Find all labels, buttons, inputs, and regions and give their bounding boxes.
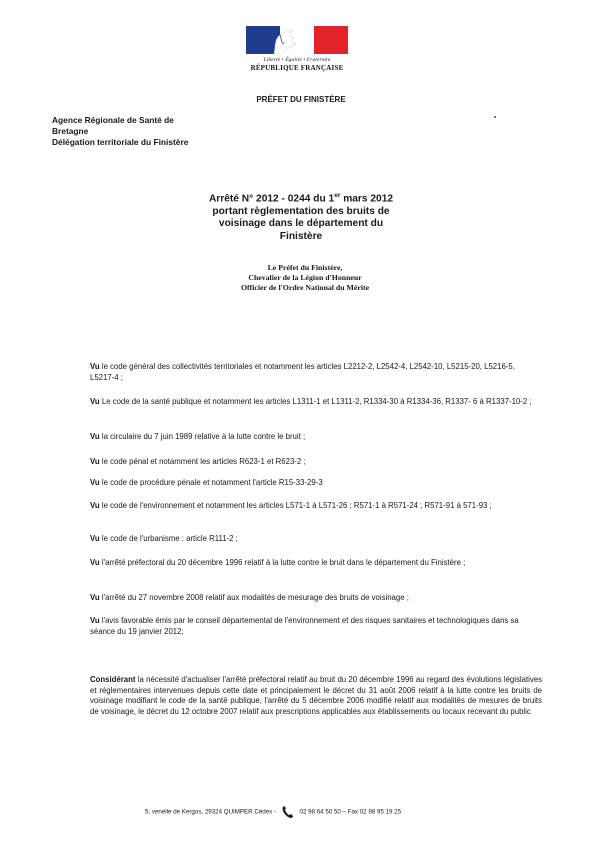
agency-block bbox=[52, 115, 282, 148]
considerant-paragraph bbox=[90, 675, 542, 717]
phone-icon bbox=[281, 804, 295, 820]
vu-item: Vu la circulaire du 7 juin 1989 relative à la lutte contre le bruit ; bbox=[90, 432, 306, 441]
scan-mark bbox=[494, 116, 496, 118]
vu-item: Vu l'avis favorable émis par le conseil départemental de l'environnement et des risques sanitaires et technologiques dans sa séance du 19 janvier 2012; bbox=[90, 616, 519, 636]
marianne-logo bbox=[246, 26, 348, 72]
vu-item: Vu l'arrêté préfectoral du 20 décembre 1996 relatif à la lutte contre le bruit dans le département du Finistère ; bbox=[90, 558, 466, 567]
republic-flag-icon bbox=[246, 26, 348, 54]
motto-text: Liberté • Égalité • Fraternité bbox=[263, 57, 331, 63]
considerant-text: la nécessité d'actualiser l'arrêté préfectoral relatif au bruit du 20 décembre 1996 au regard des évolutions législatives et réglementaires intervenues depuis cette date et principalement le décret du 31 août 2006 relatif à la lutte contre les bruits de voisinage modifiant le code de la santé publique, l'arrêté du 5 décembre 2006 modifié relatif aux modalités de mesures de bruits de voisinage, le décret du 12 octobre 2007 relatif aux prescriptions applicables aux établissements ou locaux recevant du public bbox=[90, 675, 542, 716]
title-prefix: Arrêté N° 2012 - 0244 du 1 bbox=[208, 193, 335, 205]
vu-item: Vu Le code de la santé publique et notamment les articles L1311-1 et L1311-2, R1334-30 à R1334-36, R1337- 6 à R1337-10-2 ; bbox=[90, 397, 532, 406]
prefecture-title: PRÉFET DU FINISTÈRE bbox=[256, 95, 346, 104]
footer-address: 5, venelle de Kergos, 29324 QUIMPER Cédex - bbox=[145, 808, 277, 816]
vu-item: Vu le code de l'environnement et notamment les articles L571-1 à L571-26 ; R571-1 à R571-24 ; R571-91 à 571-93 ; bbox=[90, 501, 492, 510]
agency-line: Délégation territoriale du Finistère bbox=[52, 137, 189, 147]
vu-item: Vu le code de procédure pénale et notamment l'article R15-33-29-3 bbox=[90, 478, 323, 487]
title-line: Finistère bbox=[279, 230, 323, 242]
signatory-line: Chevalier de la Légion d'Honneur bbox=[248, 273, 362, 282]
vu-item: Vu le code général des collectivités territoriales et notamment les articles L2212-2, L2542-4, L2542-10, L5215-20, L5216-5, L5217-4 ; bbox=[90, 362, 515, 382]
title-line: portant règlementation des bruits de bbox=[212, 205, 390, 217]
title-superscript: er bbox=[334, 192, 341, 199]
title-suffix: mars 2012 bbox=[340, 193, 394, 205]
signatory-line: Officier de l'Ordre National du Mérite bbox=[240, 283, 370, 292]
agency-line: Bretagne bbox=[52, 126, 89, 136]
footer-contact bbox=[145, 804, 505, 820]
agency-line: Agence Régionale de Santé de bbox=[52, 115, 174, 125]
vu-item: Vu le code de l'urbanisme : article R111-2 ; bbox=[90, 534, 238, 543]
title-line: voisinage dans le département du bbox=[218, 218, 384, 230]
signatory-block bbox=[190, 263, 420, 293]
vu-item: Vu l'arrêté du 27 novembre 2008 relatif aux modalités de mesurage des bruits de voisinage ; bbox=[90, 593, 409, 602]
republic-name: RÉPUBLIQUE FRANÇAISE bbox=[250, 64, 344, 72]
decree-title bbox=[176, 190, 426, 243]
signatory-line: Le Préfet du Finistère, bbox=[267, 263, 343, 272]
considerant-keyword: Considérant bbox=[90, 675, 136, 684]
marianne-profile-icon bbox=[268, 26, 308, 54]
vu-item: Vu le code pénal et notamment les articles R623-1 et R623-2 ; bbox=[90, 457, 306, 466]
footer-phone-fax: 02 98 64 50 50 – Fax 02 98 95 19 25 bbox=[299, 808, 402, 816]
